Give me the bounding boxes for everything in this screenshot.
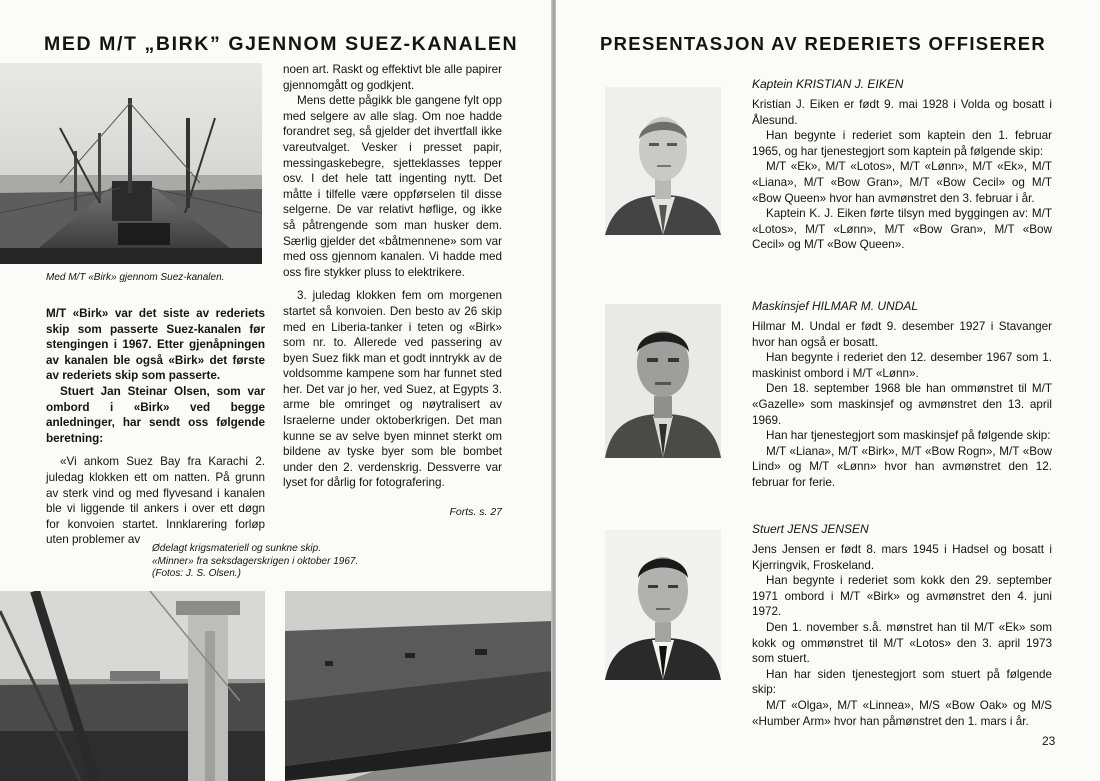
bio-paragraph: M/T «Olga», M/T «Linnea», M/S «Bow Oak» og M/S «Humber Arm» hvor han påmønstret den 1. mars i år. (752, 698, 1052, 728)
article-title: PRESENTASJON AV REDERIETS OFFISERER (600, 33, 1047, 54)
caption-line: (Fotos: J. S. Olsen.) (152, 568, 241, 580)
article-intro-2: Stuert Jan Steinar Olsen, som var ombord i «Birk» ved begge anledninger, har sendt oss følgende beretning: (46, 384, 265, 445)
bio-paragraph: M/T «Liana», M/T «Birk», M/T «Bow Rogn», M/T «Bow Lind» og M/T «Lønn» hvor han avmønstret den 12. februar for ferie. (752, 444, 1052, 489)
officer-block (752, 299, 1052, 491)
article-column-1 (46, 306, 265, 548)
bio-paragraph: Han begynte i rederiet som kokk den 29. september 1971 ombord i M/T «Birk» og avmønstret den 4. juni 1972. (752, 574, 1052, 619)
story-paragraph: 3. juledag klokken fem om morgenen startet så konvoien. Den besto av 26 skip med en Liberia-tanker i teten og «Birk» som nr. to. Allerede ved passering av byen Suez fikk man et godt inntrykk av de voldsomme kampene som har funnet sted her. Det var jo her, ved Suez, at Egypts 3. arme ble omringet og nøytralisert av Israelerne under oktoberkrigen. Det man kunne se av selve byen minnet sterkt om bildene av tyske byer som ble bombet under den 2. verdenskrig. Dessverre var lyset for dårlig for fotografering. (283, 289, 502, 490)
officer-block (752, 77, 1052, 253)
continued-note: Forts. s. 27 (449, 506, 502, 518)
canal-bank-photo (285, 591, 552, 781)
page-number: 23 (1042, 734, 1056, 748)
officer-portrait (605, 530, 721, 680)
bio-paragraph: Han har siden tjenestegjort som stuert på følgende skip: (752, 667, 1052, 697)
officer-name: Stuert JENS JENSEN (752, 522, 869, 536)
bio-paragraph: M/T «Ek», M/T «Lotos», M/T «Lønn», M/T «Ek», M/T «Liana», M/T «Bow Gran», M/T «Bow Cecil» og M/T «Bow Queen» hvor han avmønstret den 3. februar i år. (752, 160, 1052, 205)
bio-paragraph: Han begynte i rederiet den 12. desember 1967 som 1. maskinist ombord i M/T «Lønn». (752, 351, 1052, 380)
caption-line: «Minner» fra seksdagerskrigen i oktober 1967. (152, 555, 359, 567)
bio-paragraph: Jens Jensen er født 8. mars 1945 i Hadsel og bosatt i Kjerringvik, Froskeland. (752, 543, 1052, 572)
bio-paragraph: Han har tjenestegjort som maskinsjef på følgende skip: (766, 429, 1051, 443)
right-page (556, 0, 1100, 781)
article-title: MED M/T „BIRK” GJENNOM SUEZ-KANALEN (44, 33, 519, 55)
officer-name: Kaptein KRISTIAN J. EIKEN (752, 77, 904, 91)
story-paragraph: Mens dette pågikk ble gangene fylt opp med selgere av alle slag. Om noe hadde forandret seg, så gjelder det ihvertfall ikke vareutvalget. Vesker i presset papir, messingaskebegre, sjetteklasses tepper osv. I det hele tatt ingenting nytt. Det måtte i tilfelle være oppførselen til disse selgerne. De var relativt høflige, og ikke så påtrengende som man husker dem. Særlig gjelder det «båtmennene» som var med oss gjennom kanalen. Vi hadde med oss fire stykker pluss to elektrikere. (283, 94, 502, 279)
ship-photo-caption: Med M/T «Birk» gjennom Suez-kanalen. (46, 272, 225, 283)
article-column-2 (283, 62, 502, 491)
officer-block (752, 522, 1052, 729)
officer-bio (752, 542, 1052, 729)
story-paragraph: «Vi ankom Suez Bay fra Karachi 2. juledag klokken ett om natten. På grunn av sterk vind og med flyvesand i kanalen ble vi liggende til ankers i over ett døgn for konvoien startet. Innklarering forløp uten problemer av (46, 455, 265, 547)
article-intro: M/T «Birk» var det siste av rederiets skip som passerte Suez-kanalen før stengingen i 1967. Etter gjenåpningen av kanalen ble også «Birk» det første av rederiets skip som passerte. (46, 307, 265, 383)
officer-bio (752, 97, 1052, 253)
bio-paragraph: Hilmar M. Undal er født 9. desember 1927 i Stavanger hvor han også er bosatt. (752, 320, 1052, 349)
bottom-photo-caption (152, 543, 452, 581)
caption-line: Ødelagt krigsmateriell og sunkne skip. (152, 543, 321, 554)
bio-paragraph: Han begynte i rederiet som kaptein den 1. februar 1965, og har tjenestegjort som kaptein på følgende skip: (752, 129, 1052, 158)
officer-bio (752, 319, 1052, 491)
officer-portrait (605, 87, 721, 235)
officer-portrait (605, 304, 721, 458)
officer-name: Maskinsjef HILMAR M. UNDAL (752, 299, 919, 313)
story-paragraph: noen art. Raskt og effektivt ble alle papirer gjennomgått og godkjent. (283, 63, 502, 92)
bio-paragraph: Den 18. september 1968 ble han ommønstret til M/T «Gazelle» som maskinsjef og avmønstret den 13. april 1969. (752, 382, 1052, 427)
bio-paragraph: Kristian J. Eiken er født 9. mai 1928 i Volda og bosatt i Ålesund. (752, 98, 1052, 127)
bio-paragraph: Den 1. november s.å. mønstret han til M/T «Ek» som kokk og ommønstret til M/T «Lotos» den 3. april 1973 som stuert. (752, 620, 1052, 666)
canal-mast-photo (0, 591, 265, 781)
bio-paragraph: Kaptein K. J. Eiken førte tilsyn med byggingen av: M/T «Lotos», M/T «Lønn», M/T «Bow Gran», M/T «Bow Cecil» og M/T «Bow Queen». (752, 207, 1052, 252)
ship-deck-photo (0, 63, 262, 264)
